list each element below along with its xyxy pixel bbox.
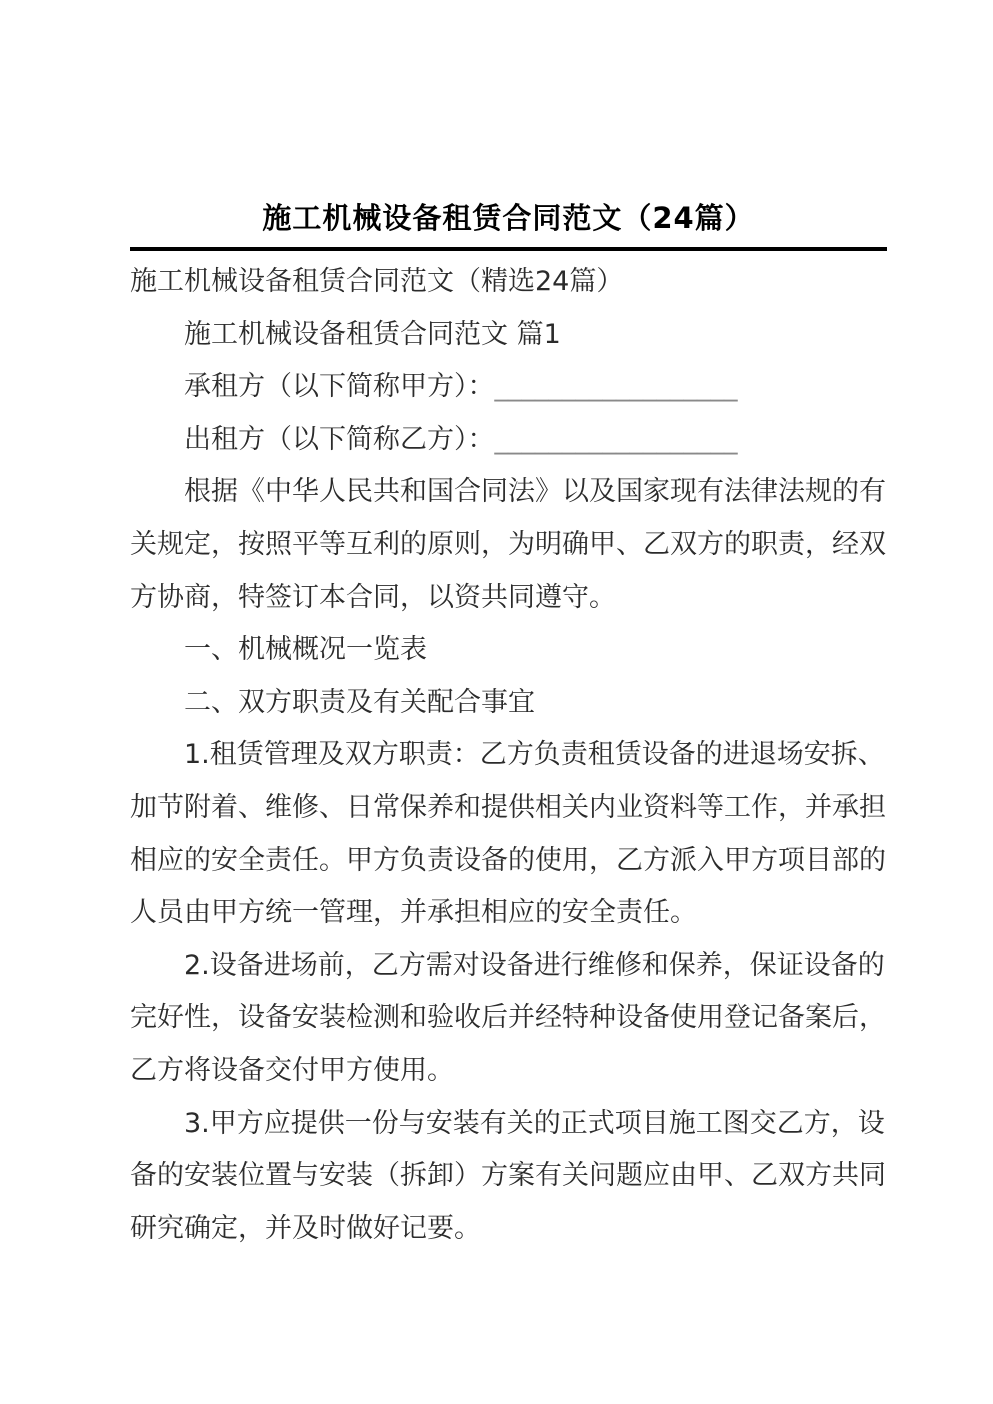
body-line: 相应的安全责任。甲方负责设备的使用，乙方派入甲方项目部的 (130, 844, 886, 876)
body-line: 方协商，特签订本合同，以资共同遵守。 (130, 581, 616, 613)
body-line-clause-1: 1.租赁管理及双方职责：乙方负责租赁设备的进退场安拆、 (184, 739, 885, 771)
document-body (130, 256, 887, 1255)
body-line-party-a (130, 361, 887, 414)
party-a-label: 承租方（以下简称甲方）： (184, 371, 495, 403)
body-line-section-2: 二、双方职责及有关配合事宜 (184, 686, 535, 718)
document-title: 施工机械设备租赁合同范文（24篇） (262, 201, 755, 235)
body-line-clause-3: 3.甲方应提供一份与安装有关的正式项目施工图交乙方，设 (184, 1107, 885, 1139)
body-line: 备的安装位置与安装（拆卸）方案有关问题应由甲、乙双方共同 (130, 1160, 886, 1192)
body-line: 施工机械设备租赁合同范文 篇1 (184, 318, 561, 350)
body-line: 人员由甲方统一管理，并承担相应的安全责任。 (130, 897, 697, 929)
body-line-clause-2: 2.设备进场前，乙方需对设备进行维修和保养，保证设备的 (184, 949, 885, 981)
title-divider (130, 247, 887, 251)
party-b-blank-underline: __________________ (494, 423, 738, 455)
body-line: 完好性，设备安装检测和验收后并经特种设备使用登记备案后， (130, 1002, 886, 1034)
body-line: 研究确定，并及时做好记要。 (130, 1212, 481, 1244)
body-line: 加节附着、维修、日常保养和提供相关内业资料等工作，并承担 (130, 791, 886, 823)
body-line: 关规定，按照平等互利的原则，为明确甲、乙双方的职责，经双 (130, 528, 886, 560)
body-line-section-1: 一、机械概况一览表 (184, 634, 427, 666)
body-line: 施工机械设备租赁合同范文（精选24篇） (130, 266, 624, 297)
party-a-blank-underline: __________________ (494, 371, 738, 403)
body-line-party-b (130, 414, 887, 467)
body-line: 乙方将设备交付甲方使用。 (130, 1054, 454, 1086)
body-line: 根据《中华人民共和国合同法》以及国家现有法律法规的有 (184, 476, 886, 508)
party-b-label: 出租方（以下简称乙方）： (184, 423, 495, 455)
